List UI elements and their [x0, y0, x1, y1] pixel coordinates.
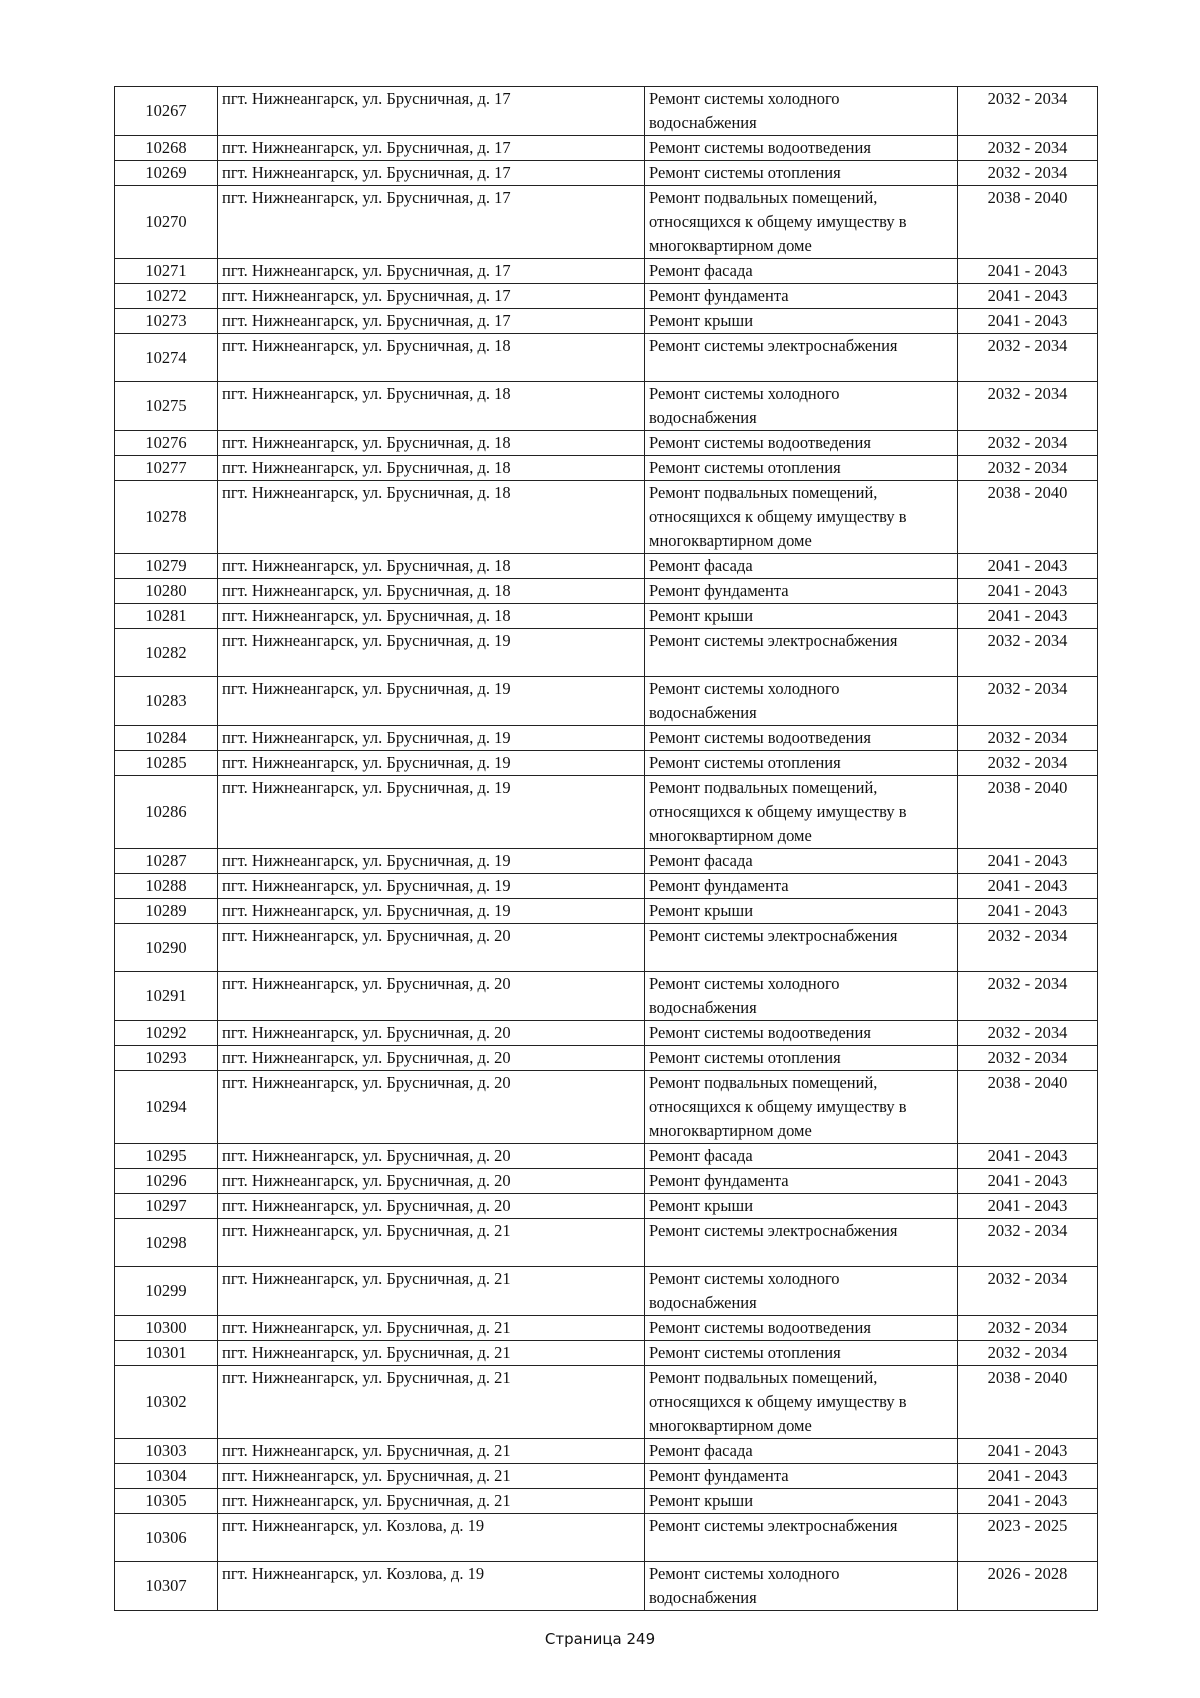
- work-type-line: водоснабжения: [649, 1588, 757, 1607]
- table-row: [115, 334, 1098, 382]
- work-type-line: Ремонт подвальных помещений,: [649, 1073, 878, 1092]
- row-number: 10276: [115, 431, 218, 456]
- address-cell: пгт. Нижнеангарск, ул. Брусничная, д. 21: [218, 1341, 645, 1366]
- work-type-cell: [645, 136, 958, 161]
- work-type-cell: [645, 1194, 958, 1219]
- work-type-cell: [645, 554, 958, 579]
- work-type-line: Ремонт крыши: [649, 1196, 754, 1215]
- period-cell: 2041 - 2043: [958, 1169, 1098, 1194]
- work-type-cell: [645, 1464, 958, 1489]
- repair-schedule-table: [114, 86, 1098, 1611]
- work-type-line: Ремонт системы водоотведения: [649, 138, 871, 157]
- work-type-line: Ремонт фундамента: [649, 876, 789, 895]
- address-cell: пгт. Нижнеангарск, ул. Брусничная, д. 17: [218, 309, 645, 334]
- period-cell: 2041 - 2043: [958, 604, 1098, 629]
- table-row: [115, 604, 1098, 629]
- period-cell: 2032 - 2034: [958, 924, 1098, 972]
- work-type-line: Ремонт системы водоотведения: [649, 1023, 871, 1042]
- work-type-line: водоснабжения: [649, 113, 757, 132]
- period-cell: 2041 - 2043: [958, 309, 1098, 334]
- row-number: 10279: [115, 554, 218, 579]
- period-cell: 2041 - 2043: [958, 899, 1098, 924]
- work-type-line: Ремонт системы отопления: [649, 163, 841, 182]
- table-row: [115, 874, 1098, 899]
- work-type-cell: [645, 1219, 958, 1267]
- work-type-cell: [645, 431, 958, 456]
- table-row: [115, 629, 1098, 677]
- period-cell: 2041 - 2043: [958, 554, 1098, 579]
- table-body: [115, 87, 1098, 1611]
- address-cell: пгт. Нижнеангарск, ул. Брусничная, д. 21: [218, 1489, 645, 1514]
- table-row: [115, 776, 1098, 849]
- row-number: 10299: [115, 1267, 218, 1316]
- address-cell: пгт. Нижнеангарск, ул. Брусничная, д. 17: [218, 186, 645, 259]
- work-type-cell: [645, 1341, 958, 1366]
- work-type-line: Ремонт системы электроснабжения: [649, 631, 898, 650]
- work-type-cell: [645, 629, 958, 677]
- row-number: 10269: [115, 161, 218, 186]
- work-type-line: Ремонт системы холодного: [649, 1269, 840, 1288]
- table-row: [115, 1439, 1098, 1464]
- work-type-line: Ремонт фундамента: [649, 286, 789, 305]
- row-number: 10278: [115, 481, 218, 554]
- work-type-line: водоснабжения: [649, 703, 757, 722]
- period-cell: 2032 - 2034: [958, 1267, 1098, 1316]
- table-row: [115, 161, 1098, 186]
- work-type-cell: [645, 456, 958, 481]
- work-type-cell: [645, 1071, 958, 1144]
- work-type-cell: [645, 1021, 958, 1046]
- table-row: [115, 1267, 1098, 1316]
- address-cell: пгт. Нижнеангарск, ул. Брусничная, д. 21: [218, 1439, 645, 1464]
- table-row: [115, 726, 1098, 751]
- table-row: [115, 751, 1098, 776]
- page-number: Страница 249: [544, 1630, 656, 1648]
- period-cell: 2038 - 2040: [958, 1366, 1098, 1439]
- table-row: [115, 87, 1098, 136]
- work-type-cell: [645, 1366, 958, 1439]
- work-type-cell: [645, 382, 958, 431]
- period-cell: 2041 - 2043: [958, 1194, 1098, 1219]
- address-cell: пгт. Нижнеангарск, ул. Брусничная, д. 18: [218, 431, 645, 456]
- work-type-line: Ремонт системы холодного: [649, 89, 840, 108]
- work-type-line: многоквартирном доме: [649, 826, 812, 845]
- work-type-line: Ремонт подвальных помещений,: [649, 1368, 878, 1387]
- address-cell: пгт. Нижнеангарск, ул. Брусничная, д. 19: [218, 677, 645, 726]
- work-type-line: относящихся к общему имуществу в: [649, 507, 907, 526]
- row-number: 10282: [115, 629, 218, 677]
- period-cell: 2032 - 2034: [958, 382, 1098, 431]
- table-row: [115, 1341, 1098, 1366]
- address-cell: пгт. Нижнеангарск, ул. Брусничная, д. 20: [218, 1071, 645, 1144]
- work-type-cell: [645, 1169, 958, 1194]
- table-row: [115, 1071, 1098, 1144]
- period-cell: 2032 - 2034: [958, 136, 1098, 161]
- work-type-cell: [645, 1514, 958, 1562]
- work-type-cell: [645, 259, 958, 284]
- work-type-cell: [645, 309, 958, 334]
- work-type-cell: [645, 677, 958, 726]
- period-cell: 2038 - 2040: [958, 481, 1098, 554]
- period-cell: 2032 - 2034: [958, 629, 1098, 677]
- work-type-line: многоквартирном доме: [649, 1121, 812, 1140]
- period-cell: 2032 - 2034: [958, 431, 1098, 456]
- row-number: 10296: [115, 1169, 218, 1194]
- address-cell: пгт. Нижнеангарск, ул. Брусничная, д. 20: [218, 1021, 645, 1046]
- work-type-line: водоснабжения: [649, 998, 757, 1017]
- work-type-cell: [645, 1046, 958, 1071]
- row-number: 10283: [115, 677, 218, 726]
- work-type-cell: [645, 579, 958, 604]
- work-type-line: Ремонт системы холодного: [649, 1564, 840, 1583]
- work-type-cell: [645, 849, 958, 874]
- table-row: [115, 677, 1098, 726]
- period-cell: 2032 - 2034: [958, 161, 1098, 186]
- address-cell: пгт. Нижнеангарск, ул. Брусничная, д. 19: [218, 874, 645, 899]
- table-row: [115, 1562, 1098, 1611]
- work-type-line: многоквартирном доме: [649, 236, 812, 255]
- table-row: [115, 554, 1098, 579]
- work-type-line: Ремонт системы электроснабжения: [649, 1221, 898, 1240]
- work-type-line: Ремонт системы электроснабжения: [649, 1516, 898, 1535]
- work-type-line: Ремонт системы отопления: [649, 753, 841, 772]
- row-number: 10294: [115, 1071, 218, 1144]
- table-row: [115, 1046, 1098, 1071]
- table-row: [115, 924, 1098, 972]
- work-type-line: Ремонт фасада: [649, 1441, 753, 1460]
- row-number: 10288: [115, 874, 218, 899]
- work-type-line: Ремонт системы водоотведения: [649, 433, 871, 452]
- period-cell: 2041 - 2043: [958, 1464, 1098, 1489]
- work-type-line: Ремонт крыши: [649, 1491, 754, 1510]
- address-cell: пгт. Нижнеангарск, ул. Брусничная, д. 18: [218, 554, 645, 579]
- row-number: 10287: [115, 849, 218, 874]
- work-type-line: относящихся к общему имуществу в: [649, 802, 907, 821]
- period-cell: 2032 - 2034: [958, 1341, 1098, 1366]
- work-type-cell: [645, 481, 958, 554]
- work-type-cell: [645, 776, 958, 849]
- address-cell: пгт. Нижнеангарск, ул. Брусничная, д. 20: [218, 1194, 645, 1219]
- work-type-line: Ремонт фасада: [649, 261, 753, 280]
- work-type-cell: [645, 161, 958, 186]
- work-type-line: Ремонт фундамента: [649, 1466, 789, 1485]
- table-row: [115, 456, 1098, 481]
- table-row: [115, 1021, 1098, 1046]
- row-number: 10267: [115, 87, 218, 136]
- address-cell: пгт. Нижнеангарск, ул. Брусничная, д. 21: [218, 1267, 645, 1316]
- period-cell: 2041 - 2043: [958, 259, 1098, 284]
- address-cell: пгт. Нижнеангарск, ул. Брусничная, д. 20: [218, 924, 645, 972]
- address-cell: пгт. Нижнеангарск, ул. Брусничная, д. 18: [218, 579, 645, 604]
- row-number: 10304: [115, 1464, 218, 1489]
- work-type-cell: [645, 972, 958, 1021]
- period-cell: 2026 - 2028: [958, 1562, 1098, 1611]
- period-cell: 2041 - 2043: [958, 579, 1098, 604]
- period-cell: 2032 - 2034: [958, 751, 1098, 776]
- table-row: [115, 431, 1098, 456]
- row-number: 10271: [115, 259, 218, 284]
- work-type-line: Ремонт системы холодного: [649, 679, 840, 698]
- address-cell: пгт. Нижнеангарск, ул. Брусничная, д. 18: [218, 481, 645, 554]
- address-cell: пгт. Нижнеангарск, ул. Козлова, д. 19: [218, 1514, 645, 1562]
- table-row: [115, 1194, 1098, 1219]
- work-type-cell: [645, 1144, 958, 1169]
- row-number: 10301: [115, 1341, 218, 1366]
- row-number: 10290: [115, 924, 218, 972]
- table-row: [115, 259, 1098, 284]
- table-row: [115, 1464, 1098, 1489]
- address-cell: пгт. Нижнеангарск, ул. Брусничная, д. 20: [218, 1169, 645, 1194]
- work-type-line: Ремонт фундамента: [649, 581, 789, 600]
- work-type-cell: [645, 87, 958, 136]
- row-number: 10293: [115, 1046, 218, 1071]
- period-cell: 2032 - 2034: [958, 1316, 1098, 1341]
- row-number: 10285: [115, 751, 218, 776]
- row-number: 10275: [115, 382, 218, 431]
- row-number: 10270: [115, 186, 218, 259]
- row-number: 10297: [115, 1194, 218, 1219]
- work-type-line: водоснабжения: [649, 408, 757, 427]
- work-type-line: Ремонт системы холодного: [649, 384, 840, 403]
- work-type-cell: [645, 284, 958, 309]
- period-cell: 2038 - 2040: [958, 776, 1098, 849]
- work-type-cell: [645, 751, 958, 776]
- address-cell: пгт. Нижнеангарск, ул. Брусничная, д. 19: [218, 751, 645, 776]
- row-number: 10272: [115, 284, 218, 309]
- work-type-line: Ремонт фасада: [649, 1146, 753, 1165]
- row-number: 10306: [115, 1514, 218, 1562]
- period-cell: 2032 - 2034: [958, 1219, 1098, 1267]
- address-cell: пгт. Нижнеангарск, ул. Брусничная, д. 21: [218, 1464, 645, 1489]
- address-cell: пгт. Нижнеангарск, ул. Брусничная, д. 18: [218, 334, 645, 382]
- row-number: 10300: [115, 1316, 218, 1341]
- address-cell: пгт. Нижнеангарск, ул. Брусничная, д. 19: [218, 726, 645, 751]
- work-type-cell: [645, 726, 958, 751]
- work-type-line: относящихся к общему имуществу в: [649, 1392, 907, 1411]
- work-type-line: Ремонт фундамента: [649, 1171, 789, 1190]
- table-row: [115, 1219, 1098, 1267]
- work-type-line: Ремонт системы водоотведения: [649, 728, 871, 747]
- address-cell: пгт. Нижнеангарск, ул. Брусничная, д. 21: [218, 1366, 645, 1439]
- period-cell: 2041 - 2043: [958, 284, 1098, 309]
- work-type-cell: [645, 186, 958, 259]
- period-cell: 2032 - 2034: [958, 334, 1098, 382]
- address-cell: пгт. Нижнеангарск, ул. Брусничная, д. 19: [218, 629, 645, 677]
- work-type-cell: [645, 924, 958, 972]
- address-cell: пгт. Нижнеангарск, ул. Брусничная, д. 17: [218, 259, 645, 284]
- work-type-cell: [645, 899, 958, 924]
- work-type-cell: [645, 1267, 958, 1316]
- work-type-cell: [645, 1439, 958, 1464]
- address-cell: пгт. Нижнеангарск, ул. Брусничная, д. 17: [218, 161, 645, 186]
- table-row: [115, 579, 1098, 604]
- row-number: 10281: [115, 604, 218, 629]
- period-cell: 2032 - 2034: [958, 972, 1098, 1021]
- work-type-line: Ремонт системы холодного: [649, 974, 840, 993]
- address-cell: пгт. Нижнеангарск, ул. Брусничная, д. 20: [218, 1046, 645, 1071]
- address-cell: пгт. Нижнеангарск, ул. Брусничная, д. 20: [218, 1144, 645, 1169]
- period-cell: 2038 - 2040: [958, 1071, 1098, 1144]
- work-type-line: Ремонт системы водоотведения: [649, 1318, 871, 1337]
- work-type-line: Ремонт подвальных помещений,: [649, 483, 878, 502]
- period-cell: 2041 - 2043: [958, 1439, 1098, 1464]
- address-cell: пгт. Нижнеангарск, ул. Брусничная, д. 17: [218, 136, 645, 161]
- address-cell: пгт. Нижнеангарск, ул. Брусничная, д. 21: [218, 1219, 645, 1267]
- table-row: [115, 284, 1098, 309]
- work-type-line: относящихся к общему имуществу в: [649, 1097, 907, 1116]
- work-type-line: Ремонт подвальных помещений,: [649, 188, 878, 207]
- period-cell: 2032 - 2034: [958, 677, 1098, 726]
- table-row: [115, 1144, 1098, 1169]
- table-row: [115, 849, 1098, 874]
- address-cell: пгт. Нижнеангарск, ул. Брусничная, д. 18: [218, 382, 645, 431]
- work-type-line: Ремонт фасада: [649, 851, 753, 870]
- period-cell: 2032 - 2034: [958, 456, 1098, 481]
- work-type-line: многоквартирном доме: [649, 531, 812, 550]
- work-type-line: Ремонт крыши: [649, 606, 754, 625]
- address-cell: пгт. Нижнеангарск, ул. Брусничная, д. 17: [218, 87, 645, 136]
- address-cell: пгт. Нижнеангарск, ул. Козлова, д. 19: [218, 1562, 645, 1611]
- row-number: 10286: [115, 776, 218, 849]
- work-type-line: Ремонт фасада: [649, 556, 753, 575]
- work-type-line: Ремонт системы отопления: [649, 1343, 841, 1362]
- table-row: [115, 899, 1098, 924]
- work-type-line: Ремонт крыши: [649, 901, 754, 920]
- table-row: [115, 136, 1098, 161]
- work-type-cell: [645, 1562, 958, 1611]
- table-row: [115, 1489, 1098, 1514]
- address-cell: пгт. Нижнеангарск, ул. Брусничная, д. 19: [218, 849, 645, 874]
- work-type-line: Ремонт системы отопления: [649, 458, 841, 477]
- table-row: [115, 1514, 1098, 1562]
- table-row: [115, 1316, 1098, 1341]
- work-type-cell: [645, 334, 958, 382]
- work-type-cell: [645, 874, 958, 899]
- row-number: 10268: [115, 136, 218, 161]
- table-row: [115, 1169, 1098, 1194]
- table-row: [115, 1366, 1098, 1439]
- row-number: 10302: [115, 1366, 218, 1439]
- work-type-line: относящихся к общему имуществу в: [649, 212, 907, 231]
- period-cell: 2041 - 2043: [958, 849, 1098, 874]
- period-cell: 2032 - 2034: [958, 726, 1098, 751]
- address-cell: пгт. Нижнеангарск, ул. Брусничная, д. 18: [218, 604, 645, 629]
- work-type-cell: [645, 1489, 958, 1514]
- row-number: 10280: [115, 579, 218, 604]
- row-number: 10298: [115, 1219, 218, 1267]
- address-cell: пгт. Нижнеангарск, ул. Брусничная, д. 20: [218, 972, 645, 1021]
- row-number: 10292: [115, 1021, 218, 1046]
- work-type-line: водоснабжения: [649, 1293, 757, 1312]
- row-number: 10295: [115, 1144, 218, 1169]
- period-cell: 2032 - 2034: [958, 87, 1098, 136]
- row-number: 10289: [115, 899, 218, 924]
- address-cell: пгт. Нижнеангарск, ул. Брусничная, д. 21: [218, 1316, 645, 1341]
- row-number: 10273: [115, 309, 218, 334]
- table-row: [115, 382, 1098, 431]
- work-type-line: Ремонт системы электроснабжения: [649, 336, 898, 355]
- work-type-line: Ремонт подвальных помещений,: [649, 778, 878, 797]
- row-number: 10277: [115, 456, 218, 481]
- period-cell: 2041 - 2043: [958, 1144, 1098, 1169]
- row-number: 10305: [115, 1489, 218, 1514]
- row-number: 10307: [115, 1562, 218, 1611]
- address-cell: пгт. Нижнеангарск, ул. Брусничная, д. 19: [218, 899, 645, 924]
- row-number: 10303: [115, 1439, 218, 1464]
- period-cell: 2038 - 2040: [958, 186, 1098, 259]
- table-row: [115, 972, 1098, 1021]
- period-cell: 2032 - 2034: [958, 1046, 1098, 1071]
- table-row: [115, 481, 1098, 554]
- work-type-line: Ремонт системы электроснабжения: [649, 926, 898, 945]
- row-number: 10291: [115, 972, 218, 1021]
- address-cell: пгт. Нижнеангарск, ул. Брусничная, д. 18: [218, 456, 645, 481]
- period-cell: 2023 - 2025: [958, 1514, 1098, 1562]
- work-type-line: многоквартирном доме: [649, 1416, 812, 1435]
- work-type-line: Ремонт крыши: [649, 311, 754, 330]
- work-type-cell: [645, 604, 958, 629]
- period-cell: 2032 - 2034: [958, 1021, 1098, 1046]
- period-cell: 2041 - 2043: [958, 1489, 1098, 1514]
- row-number: 10274: [115, 334, 218, 382]
- row-number: 10284: [115, 726, 218, 751]
- address-cell: пгт. Нижнеангарск, ул. Брусничная, д. 19: [218, 776, 645, 849]
- table-row: [115, 186, 1098, 259]
- work-type-line: Ремонт системы отопления: [649, 1048, 841, 1067]
- work-type-cell: [645, 1316, 958, 1341]
- table-row: [115, 309, 1098, 334]
- address-cell: пгт. Нижнеангарск, ул. Брусничная, д. 17: [218, 284, 645, 309]
- period-cell: 2041 - 2043: [958, 874, 1098, 899]
